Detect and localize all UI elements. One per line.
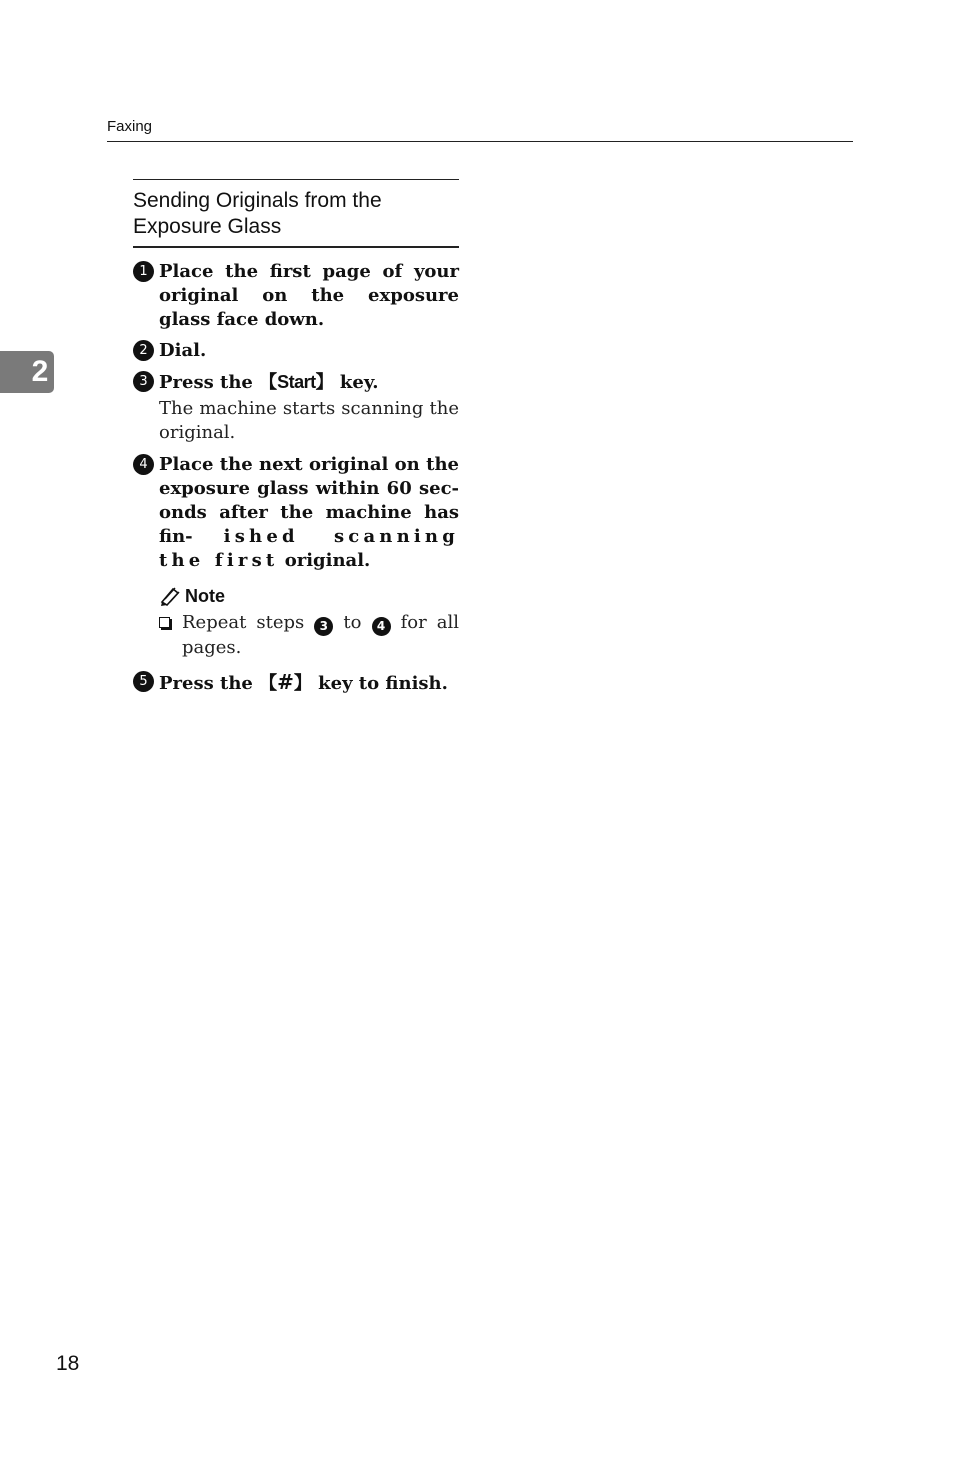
hash-key-label: # [277,670,294,694]
note-text [182,611,459,660]
page-number: 18 [56,1352,80,1375]
step-text-spaced: ished scanning the first [159,526,459,571]
key-bracket-close: 】 [293,673,312,694]
step-description: The machine starts scanning the original. [159,398,459,443]
step-text [159,453,459,573]
pencil-icon [159,586,181,606]
step-ref-4: 4 [372,617,391,636]
note-header [159,583,459,609]
step-text-main: Place the next original on the exposure glass within 60 sec-onds after the machine has fin- [159,454,459,547]
step-suffix: key. [333,372,379,393]
note-item [159,611,459,660]
step-prefix: Press the [159,372,260,393]
step-text: Dial. [159,340,207,361]
running-header: Faxing [107,118,153,135]
chapter-tab: 2 [0,351,54,393]
start-key-label: Start [277,372,316,392]
note-text-after: for all pages. [182,612,459,658]
step-number-1: 1 [133,261,154,282]
key-bracket-open: 【 [259,673,278,694]
step-number-4: 4 [133,454,154,475]
steps-list [133,260,459,696]
step-prefix: Press the [159,673,260,694]
step-ref-3: 3 [314,617,333,636]
note-block [159,583,459,660]
key-bracket-close: 】 [315,372,334,393]
checkbox-icon [159,617,170,628]
header-rule [107,141,853,142]
step-text [159,670,459,696]
step-text [159,370,459,395]
step-3 [133,370,459,395]
note-text-before: Repeat steps [182,612,315,633]
step-suffix: key to finish. [311,673,448,694]
section-title: Sending Originals from the Exposure Glass [133,179,459,248]
step-number-5: 5 [133,671,154,692]
step-1 [133,260,459,332]
note-text-middle: to [333,612,372,633]
note-label: Note [185,585,225,606]
step-number-3: 3 [133,371,154,392]
key-bracket-open: 【 [259,372,278,393]
step-text: Place the first page of your original on the exposure glass face down. [159,261,459,330]
step-number-2: 2 [133,340,154,361]
section [133,179,459,703]
step-5 [133,670,459,696]
step-2 [133,339,459,363]
step-4 [133,453,459,573]
step-text-end: original. [284,550,371,571]
